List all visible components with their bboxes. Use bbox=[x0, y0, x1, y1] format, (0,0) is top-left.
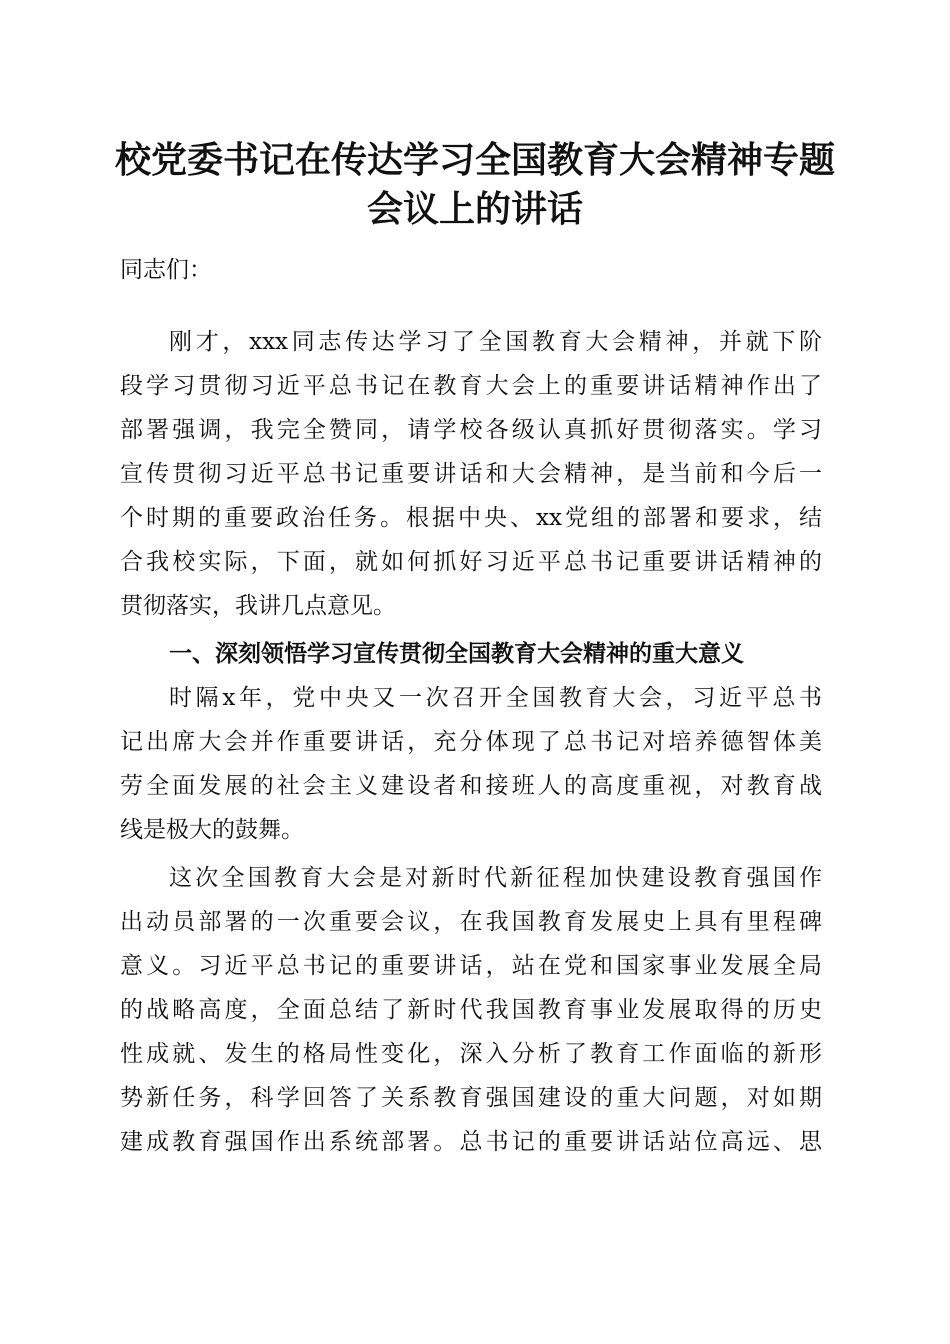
paragraph-1-line: 刚才，xxx同志传达学习了全国教育大会精神，并就下阶 bbox=[169, 329, 822, 355]
paragraph-2-line: 劳全面发展的社会主义建设者和接班人的高度重视，对教育战 bbox=[120, 773, 822, 799]
paragraph-3-line: 建成教育强国作出系统部署。总书记的重要讲话站位高远、思 bbox=[120, 1129, 822, 1155]
paragraph-1-line: 合我校实际，下面，就如何抓好习近平总书记重要讲话精神的 bbox=[120, 549, 822, 575]
paragraph-2-line: 线是极大的鼓舞。 bbox=[120, 817, 304, 843]
paragraph-1-line: 宣传贯彻习近平总书记重要讲话和大会精神，是当前和今后一 bbox=[120, 461, 822, 487]
salutation: 同志们： bbox=[120, 257, 212, 283]
section-heading-1: 一、深刻领悟学习宣传贯彻全国教育大会精神的重大意义 bbox=[169, 641, 744, 667]
document-title-line-2: 会议上的讲话 bbox=[366, 188, 583, 230]
paragraph-3-line: 这次全国教育大会是对新时代新征程加快建设教育强国作 bbox=[169, 865, 822, 891]
paragraph-1-line: 段学习贯彻习近平总书记在教育大会上的重要讲话精神作出了 bbox=[120, 373, 822, 399]
paragraph-3-line: 出动员部署的一次重要会议，在我国教育发展史上具有里程碑 bbox=[120, 909, 822, 935]
paragraph-3-line: 的战略高度，全面总结了新时代我国教育事业发展取得的历史 bbox=[120, 997, 822, 1023]
document-title-line-1: 校党委书记在传达学习全国教育大会精神专题 bbox=[114, 139, 835, 181]
paragraph-2-line: 记出席大会并作重要讲话，充分体现了总书记对培养德智体美 bbox=[120, 729, 822, 755]
paragraph-3-line: 意义。习近平总书记的重要讲话，站在党和国家事业发展全局 bbox=[120, 953, 822, 979]
paragraph-2-line: 时隔x年，党中央又一次召开全国教育大会，习近平总书 bbox=[169, 685, 822, 711]
paragraph-1-line: 个时期的重要政治任务。根据中央、xx党组的部署和要求，结 bbox=[120, 505, 822, 531]
paragraph-1-line: 贯彻落实，我讲几点意见。 bbox=[120, 593, 396, 619]
paragraph-3-line: 势新任务，科学回答了关系教育强国建设的重大问题，对如期 bbox=[120, 1085, 822, 1111]
paragraph-1-line: 部署强调，我完全赞同，请学校各级认真抓好贯彻落实。学习 bbox=[120, 417, 822, 443]
paragraph-3-line: 性成就、发生的格局性变化，深入分析了教育工作面临的新形 bbox=[120, 1041, 822, 1067]
